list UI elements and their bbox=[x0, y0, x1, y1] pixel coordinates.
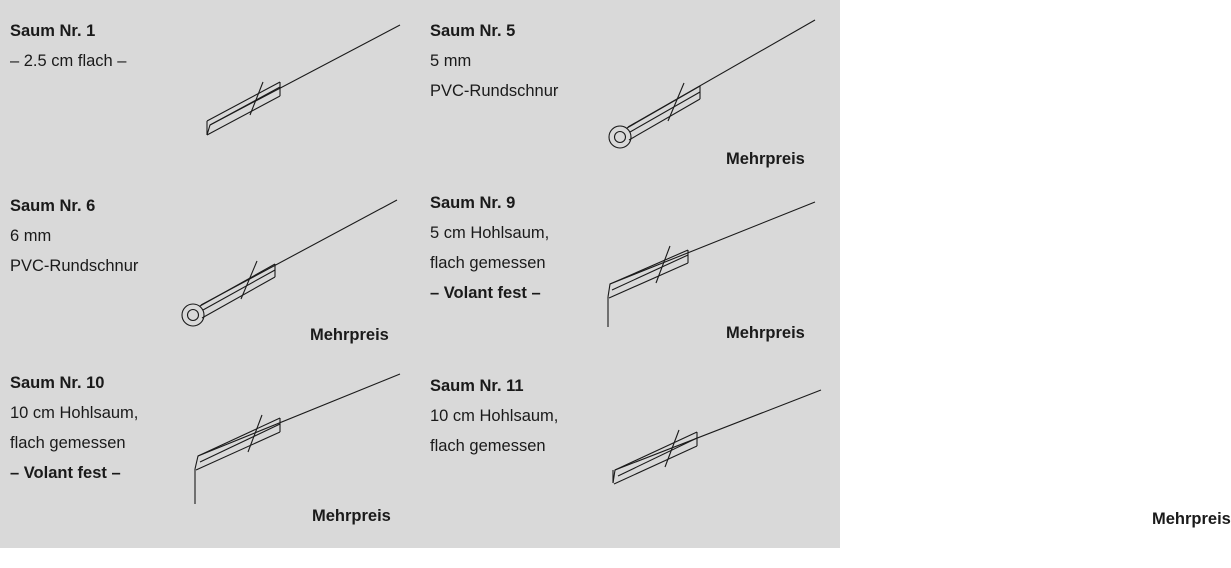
hem-drawing-saum-5 bbox=[600, 15, 830, 150]
hem-detail-saum-11-0: 10 cm Hohlsaum, bbox=[430, 407, 559, 426]
label-block-saum-1 bbox=[10, 16, 126, 76]
hem-detail-saum-9-0: 5 cm Hohlsaum, bbox=[430, 224, 550, 243]
hem-drawing-saum-10 bbox=[182, 374, 412, 509]
hem-drawing-saum-11 bbox=[605, 385, 835, 510]
hem-item-saum-1 bbox=[10, 10, 420, 175]
hem-detail-saum-1-0: – 2.5 cm flach – bbox=[10, 52, 127, 71]
hem-detail-saum-10-2: – Volant fest – bbox=[10, 464, 121, 483]
hem-detail-saum-6-0: 6 mm bbox=[10, 227, 52, 246]
label-block-saum-10 bbox=[10, 368, 138, 488]
hem-detail-saum-5-0: 5 mm bbox=[430, 52, 472, 71]
label-block-saum-9 bbox=[430, 188, 549, 308]
surcharge-saum-5: Mehrpreis bbox=[726, 150, 805, 168]
surcharge-saum-9: Mehrpreis bbox=[726, 324, 805, 342]
hem-title-saum-11: Saum Nr. 11 bbox=[430, 377, 524, 395]
hem-drawing-saum-6 bbox=[175, 195, 410, 325]
hem-title-saum-5: Saum Nr. 5 bbox=[430, 22, 516, 40]
surcharge-saum-6: Mehrpreis bbox=[310, 326, 389, 344]
hem-detail-saum-5-1: PVC-Rundschnur bbox=[430, 82, 559, 101]
label-block-saum-5 bbox=[430, 16, 558, 106]
label-block-saum-6 bbox=[10, 191, 138, 281]
hem-item-saum-11 bbox=[430, 365, 1231, 540]
hem-detail-saum-9-2: – Volant fest – bbox=[430, 284, 541, 303]
hem-item-saum-9 bbox=[430, 182, 840, 347]
hem-item-saum-5 bbox=[430, 10, 840, 175]
label-block-saum-11 bbox=[430, 371, 558, 461]
hem-detail-saum-10-1: flach gemessen bbox=[10, 434, 126, 453]
hem-item-saum-6 bbox=[10, 185, 420, 350]
hem-title-saum-9: Saum Nr. 9 bbox=[430, 194, 516, 212]
hem-drawing-saum-1 bbox=[195, 20, 415, 145]
hem-detail-saum-9-1: flach gemessen bbox=[430, 254, 546, 273]
surcharge-saum-11: Mehrpreis bbox=[1152, 510, 1231, 528]
surcharge-saum-10: Mehrpreis bbox=[312, 507, 391, 525]
hem-detail-saum-6-1: PVC-Rundschnur bbox=[10, 257, 139, 276]
hem-title-saum-6: Saum Nr. 6 bbox=[10, 197, 96, 215]
hem-title-saum-1: Saum Nr. 1 bbox=[10, 22, 96, 40]
hem-drawing-saum-9 bbox=[600, 202, 830, 332]
hem-title-saum-10: Saum Nr. 10 bbox=[10, 374, 105, 392]
hem-detail-saum-11-1: flach gemessen bbox=[430, 437, 546, 456]
hem-detail-saum-10-0: 10 cm Hohlsaum, bbox=[10, 404, 139, 423]
hem-item-saum-10 bbox=[10, 362, 420, 537]
